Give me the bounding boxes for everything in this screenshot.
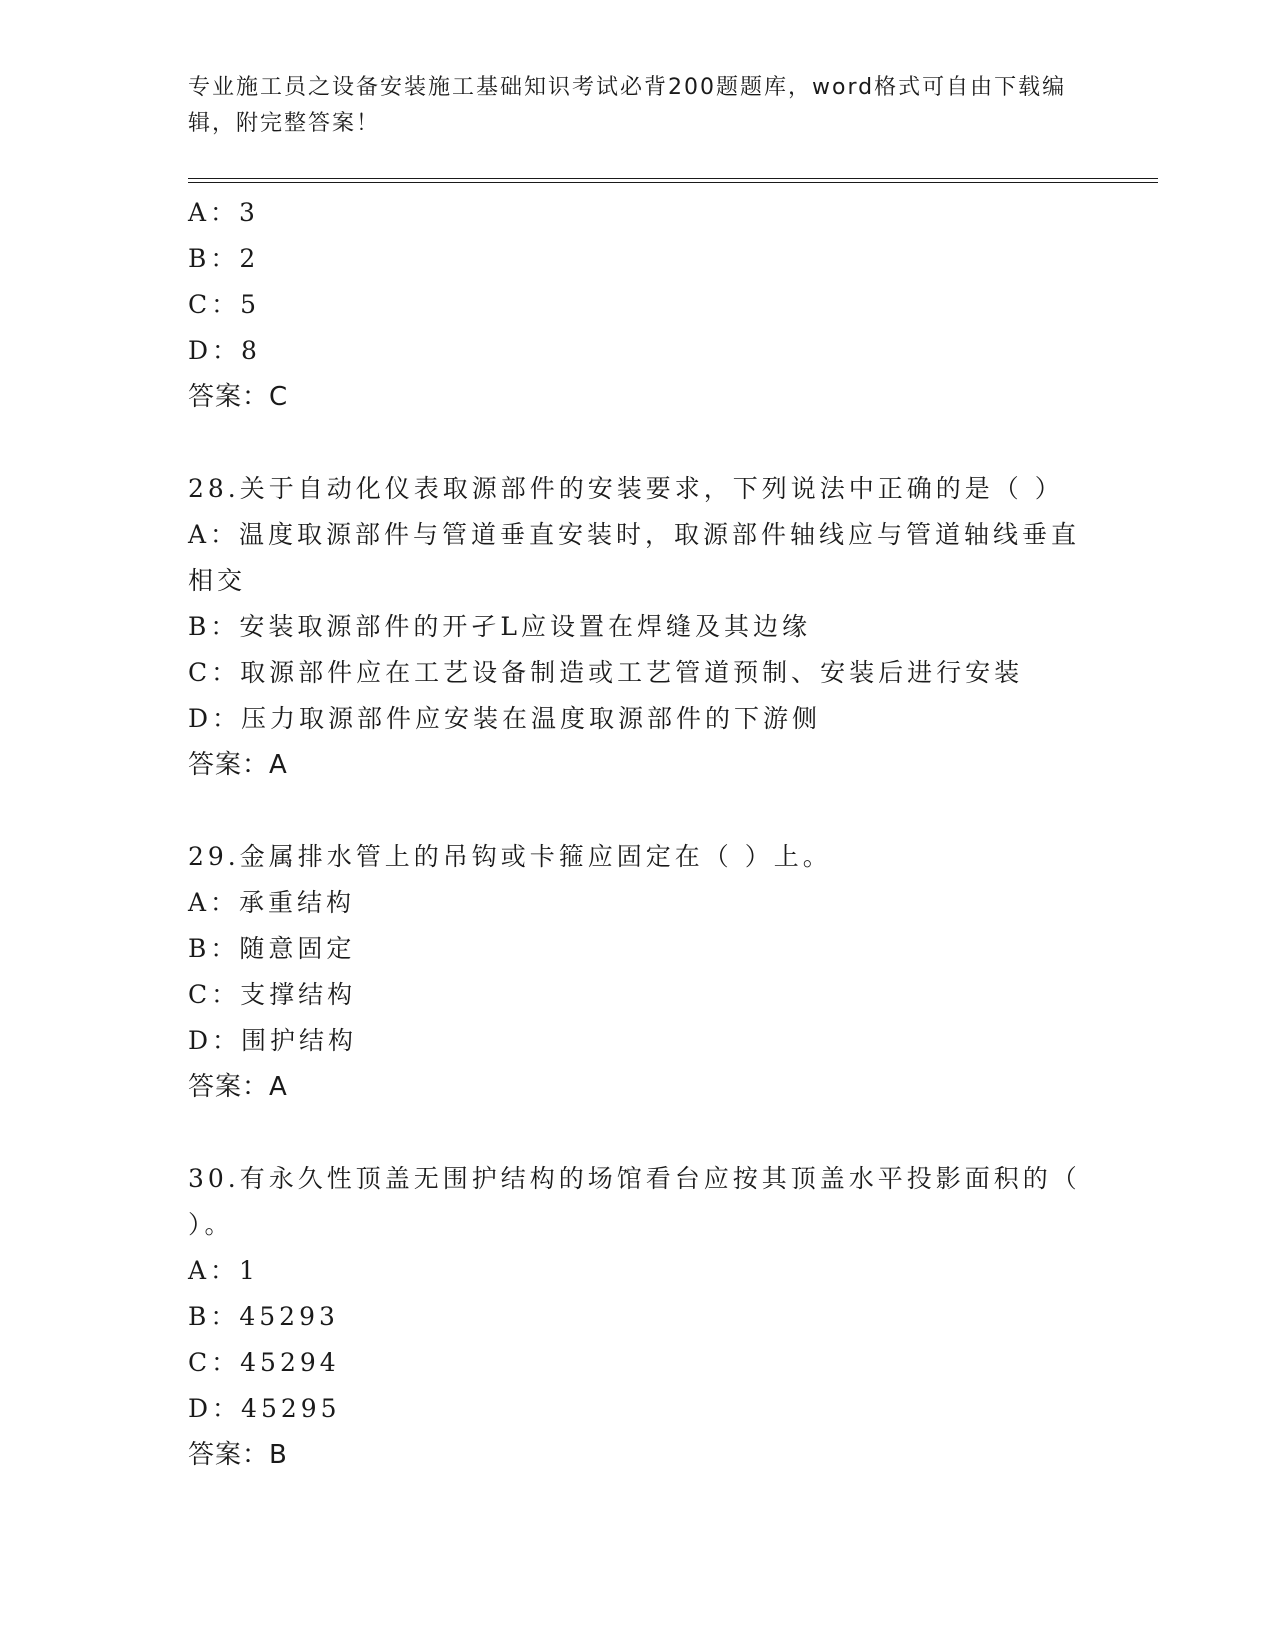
answer-line: 答案：A [188,750,288,780]
option-a: A：1 [188,1256,259,1285]
question-stem: 29.金属排水管上的吊钩或卡箍应固定在（ ）上。 [188,842,832,871]
document-body [188,190,1088,1478]
question-block-30 [188,1156,1088,1478]
option-b: B：安装取源部件的开孑L应设置在焊缝及其边缘 [188,612,811,641]
question-block-28 [188,466,1088,788]
question-block-27 [188,190,1088,420]
option-a: A：温度取源部件与管道垂直安装时，取源部件轴线应与管道轴线垂直 [188,520,1081,549]
option-d: D：8 [188,336,261,365]
option-b: B：45293 [188,1302,339,1331]
option-c: C：支撑结构 [188,980,357,1009]
option-a: A：承重结构 [188,888,356,917]
spacer [188,420,1088,466]
answer-line: 答案：C [188,382,289,412]
spacer [188,1110,1088,1156]
header-title: 专业施工员之设备安装施工基础知识考试必背200题题库，word格式可自由下载编辑，附完整答案！ [188,75,1067,136]
spacer [188,788,1088,834]
option-c: C：45294 [188,1348,340,1377]
option-d: D：围护结构 [188,1026,358,1055]
answer-line: 答案：A [188,1072,288,1102]
question-stem-continued: ）。 [188,1210,234,1239]
option-b: B：2 [188,244,260,273]
option-d: D：压力取源部件应安装在温度取源部件的下游侧 [188,704,822,733]
question-block-29 [188,834,1088,1110]
option-c: C：5 [188,290,261,319]
answer-line: 答案：B [188,1440,288,1470]
option-b: B：随意固定 [188,934,356,963]
question-stem: 28.关于自动化仪表取源部件的安装要求，下列说法中正确的是（ ） [188,474,1064,503]
header-divider-bottom [188,182,1158,183]
option-a: A：3 [188,198,259,227]
option-d: D：45295 [188,1394,341,1423]
option-a-continued: 相交 [188,566,247,595]
header-divider-top [188,178,1158,179]
question-stem: 30.有永久性顶盖无围护结构的场馆看台应按其顶盖水平投影面积的（ [188,1164,1081,1193]
option-c: C：取源部件应在工艺设备制造或工艺管道预制、安装后进行安装 [188,658,1024,687]
document-header [188,70,1088,142]
